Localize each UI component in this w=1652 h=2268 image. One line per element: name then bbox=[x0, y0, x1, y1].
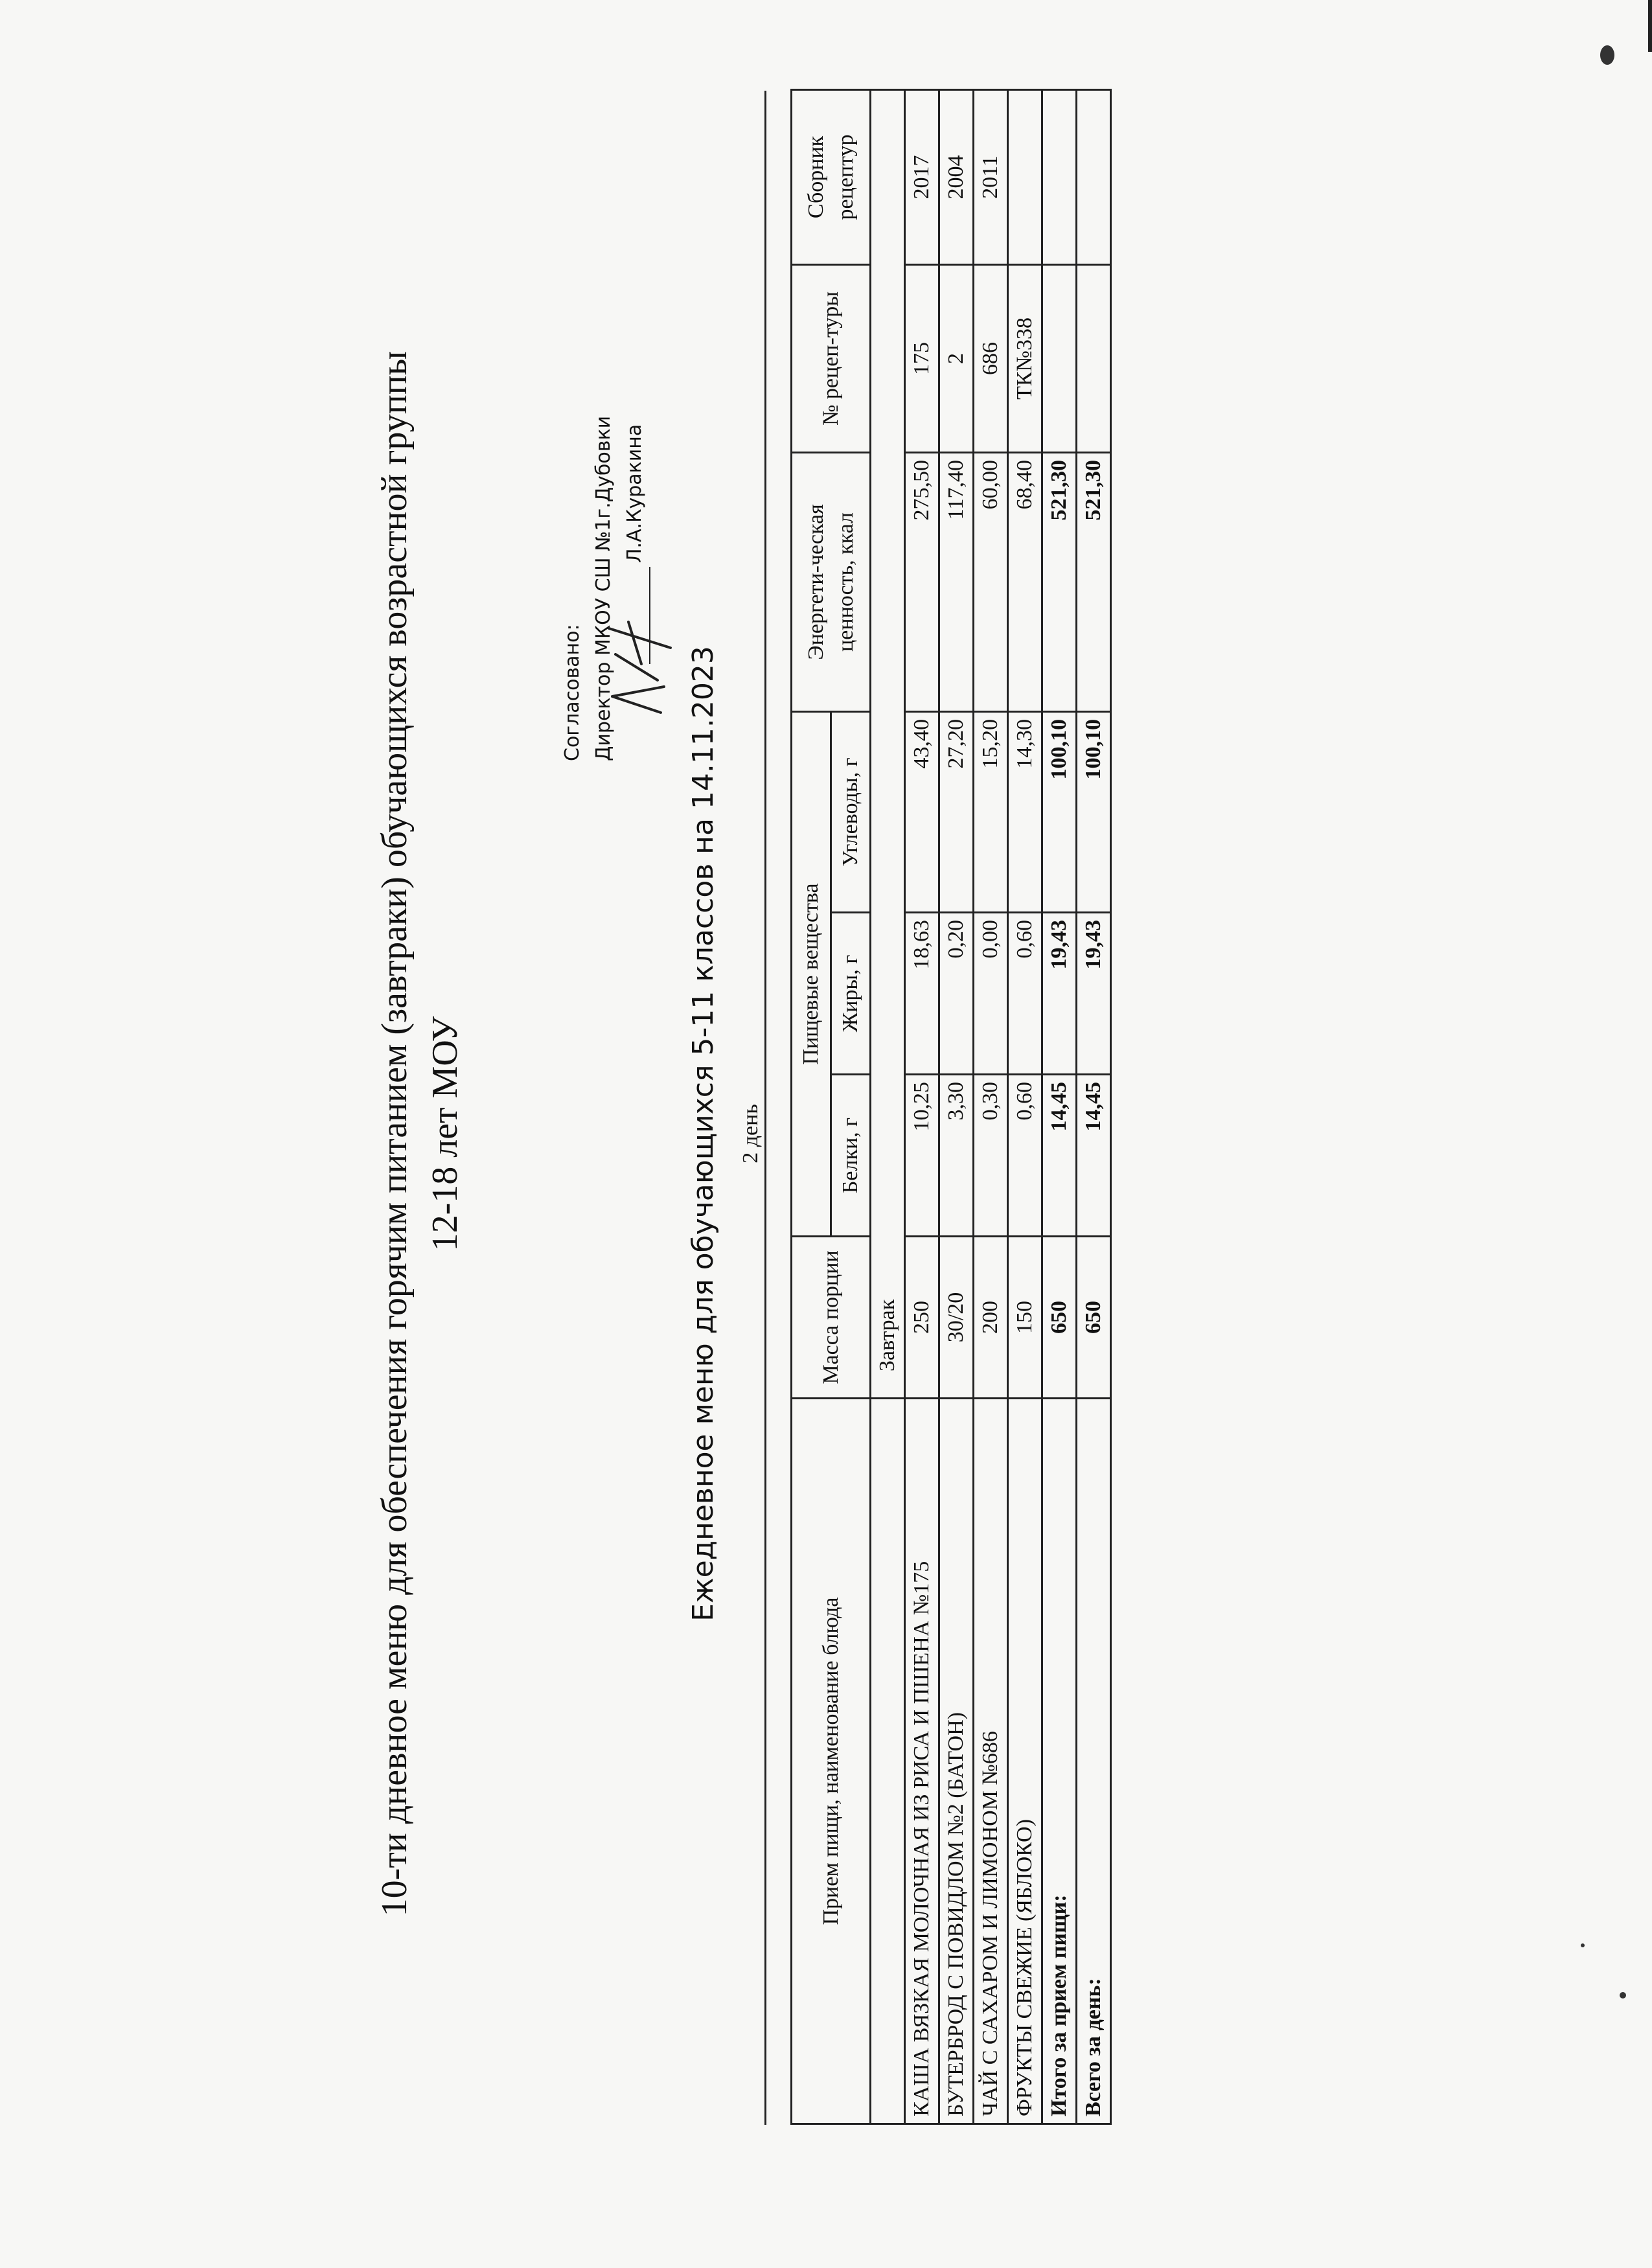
header-protein: Белки, г bbox=[831, 1075, 871, 1237]
dish-recipe: ТК№338 bbox=[1008, 264, 1042, 452]
dish-collection bbox=[1008, 89, 1042, 264]
dish-carbs: 43,40 bbox=[905, 711, 939, 912]
handwritten-signature bbox=[602, 609, 680, 726]
total-energy: 521,30 bbox=[1077, 452, 1111, 711]
dish-energy: 117,40 bbox=[939, 452, 974, 711]
header-fat: Жиры, г bbox=[831, 913, 871, 1075]
header-recipe: № рецеп-туры bbox=[792, 264, 871, 452]
total-row-meal bbox=[1042, 89, 1077, 2124]
dish-fat: 0,60 bbox=[1008, 913, 1042, 1075]
approval-name: Л.А.Куракина bbox=[623, 424, 646, 563]
dish-recipe: 2 bbox=[939, 264, 974, 452]
dish-protein: 0,30 bbox=[974, 1075, 1008, 1237]
dish-fat: 0,00 bbox=[974, 913, 1008, 1075]
total-mass: 650 bbox=[1042, 1237, 1077, 1399]
total-energy: 521,30 bbox=[1042, 452, 1077, 711]
dish-collection: 2011 bbox=[974, 89, 1008, 264]
top-rule bbox=[764, 91, 766, 2125]
dish-recipe: 686 bbox=[974, 264, 1008, 452]
total-collection bbox=[1077, 89, 1111, 264]
total-protein: 14,45 bbox=[1077, 1075, 1111, 1237]
title-line-2: 12-18 лет МОУ bbox=[425, 1016, 465, 1252]
dish-carbs: 15,20 bbox=[974, 711, 1008, 912]
dish-energy: 60,00 bbox=[974, 452, 1008, 711]
total-collection bbox=[1042, 89, 1077, 264]
header-meal: Прием пищи, наименование блюда bbox=[792, 1399, 871, 2124]
total-label: Итого за прием пищи: bbox=[1042, 1399, 1077, 2124]
table-row bbox=[939, 89, 974, 2124]
dish-carbs: 14,30 bbox=[1008, 711, 1042, 912]
header-mass: Масса порции bbox=[792, 1237, 871, 1399]
day-label: 2 день bbox=[739, 1104, 763, 1163]
dish-recipe: 175 bbox=[905, 264, 939, 452]
dish-energy: 275,50 bbox=[905, 452, 939, 711]
total-mass: 650 bbox=[1077, 1237, 1111, 1399]
dish-mass: 150 bbox=[1008, 1237, 1042, 1399]
dish-energy: 68,40 bbox=[1008, 452, 1042, 711]
total-carbs: 100,10 bbox=[1077, 711, 1111, 912]
dish-name: БУТЕРБРОД С ПОВИДЛОМ №2 (БАТОН) bbox=[939, 1399, 974, 2124]
total-label: Всего за день: bbox=[1077, 1399, 1111, 2124]
document-title bbox=[369, 117, 470, 2151]
total-carbs: 100,10 bbox=[1042, 711, 1077, 912]
dish-name: ЧАЙ С САХАРОМ И ЛИМОНОМ №686 bbox=[974, 1399, 1008, 2124]
section-breakfast: Завтрак bbox=[871, 89, 905, 1398]
table-row bbox=[1008, 89, 1042, 2124]
header-collection: Сборник рецептур bbox=[792, 89, 871, 264]
total-recipe bbox=[1077, 264, 1111, 452]
rotated-document bbox=[324, 91, 1328, 2177]
dish-mass: 30/20 bbox=[939, 1237, 974, 1399]
approval-position: Директор МКОУ СШ №1г.Дубовки bbox=[592, 415, 615, 761]
table-row bbox=[905, 89, 939, 2124]
dish-collection: 2004 bbox=[939, 89, 974, 264]
total-fat: 19,43 bbox=[1077, 913, 1111, 1075]
dish-collection: 2017 bbox=[905, 89, 939, 264]
dish-protein: 0,60 bbox=[1008, 1075, 1042, 1237]
header-carbs: Углеводы, г bbox=[831, 711, 871, 912]
scan-edge-mark bbox=[1648, 0, 1652, 52]
total-row-day bbox=[1077, 89, 1111, 2124]
section-row bbox=[871, 89, 905, 2124]
dish-name: КАША ВЯЗКАЯ МОЛОЧНАЯ ИЗ РИСА И ПШЕНА №175 bbox=[905, 1399, 939, 2124]
dish-protein: 3,30 bbox=[939, 1075, 974, 1237]
title-line-1: 10-ти дневное меню для обеспечения горячим питанием (завтраки) обучающихся возрастной группы bbox=[374, 350, 415, 1917]
total-fat: 19,43 bbox=[1042, 913, 1077, 1075]
dish-name: ФРУКТЫ СВЕЖИЕ (ЯБЛОКО) bbox=[1008, 1399, 1042, 2124]
approval-label: Согласовано: bbox=[561, 624, 584, 761]
header-energy: Энергети-ческая ценность, ккал bbox=[792, 452, 871, 711]
menu-subtitle: Ежедневное меню для обучающихся 5-11 классов на 14.11.2023 bbox=[687, 646, 720, 1621]
scan-speck bbox=[1620, 1992, 1626, 1999]
dish-carbs: 27,20 bbox=[939, 711, 974, 912]
menu-table bbox=[790, 89, 1112, 2125]
dish-fat: 18,63 bbox=[905, 913, 939, 1075]
dish-mass: 250 bbox=[905, 1237, 939, 1399]
dish-mass: 200 bbox=[974, 1237, 1008, 1399]
dish-fat: 0,20 bbox=[939, 913, 974, 1075]
scan-speck bbox=[1581, 1943, 1585, 1947]
dish-protein: 10,25 bbox=[905, 1075, 939, 1237]
header-nutrients: Пищевые вещества bbox=[792, 711, 831, 1236]
total-protein: 14,45 bbox=[1042, 1075, 1077, 1237]
total-recipe bbox=[1042, 264, 1077, 452]
scan-speck bbox=[1600, 45, 1614, 65]
header-row bbox=[792, 89, 831, 2124]
table-row bbox=[974, 89, 1008, 2124]
section-spacer bbox=[871, 1399, 905, 2124]
